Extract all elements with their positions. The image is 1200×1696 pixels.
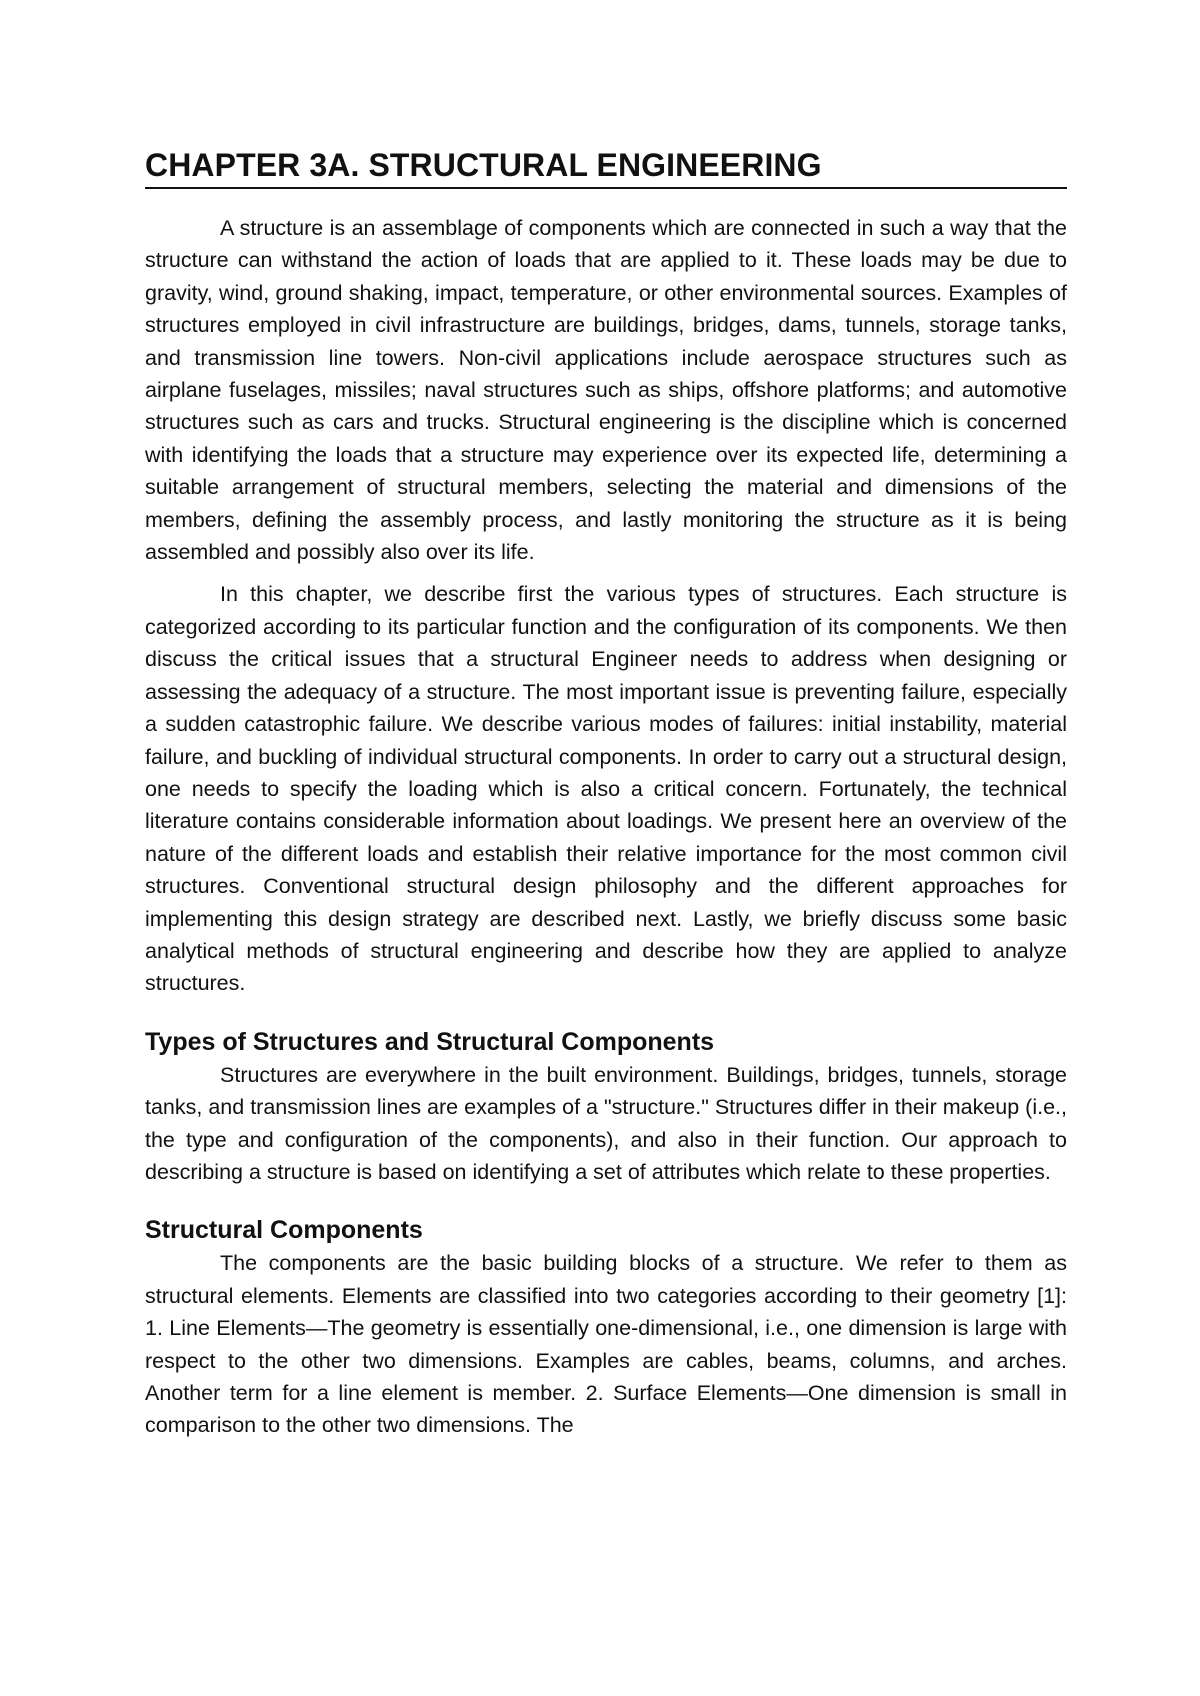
chapter-title: CHAPTER 3A. STRUCTURAL ENGINEERING — [145, 145, 1067, 189]
document-page — [145, 145, 1067, 1442]
section-paragraph-structural-components: The components are the basic building blocks of a structure. We refer to them as structural elements. Elements are classified into two categories according to their geometry [1]: 1. Line Elements—The geometry is essentially one-dimensional, i.e., one dimension is large with respect to the other two dimensions. Examples are cables, beams, columns, and arches. Another term for a line element is member. 2. Surface Elements—One dimension is small in comparison to the other two dimensions. The — [145, 1251, 1067, 1438]
intro-paragraph-2: In this chapter, we describe first the various types of structures. Each structure is categorized according to its particular function and the configuration of its components. We then discuss the critical issues that a structural Engineer needs to address when designing or assessing the adequacy of a structure. The most important issue is preventing failure, especially a sudden catastrophic failure. We describe various modes of failures: initial instability, material failure, and buckling of individual structural components. In order to carry out a structural design, one needs to specify the loading which is also a critical concern. Fortunately, the technical literature contains considerable information about loadings. We present here an overview of the nature of the different loads and establish their relative importance for the most common civil structures. Conventional structural design philosophy and the different approaches for implementing this design strategy are described next. Lastly, we briefly discuss some basic analytical methods of structural engineering and describe how they are applied to analyze structures. — [145, 582, 1067, 996]
section-paragraph-types-of-structures: Structures are everywhere in the built environment. Buildings, bridges, tunnels, storage tanks, and transmission lines are examples of a "structure." Structures differ in their makeup (i.e., the type and configuration of the components), and also in their function. Our approach to describing a structure is based on identifying a set of attributes which relate to these properties. — [145, 1062, 1067, 1184]
intro-paragraph-1: A structure is an assemblage of components which are connected in such a way that the structure can withstand the action of loads that are applied to it. These loads may be due to gravity, wind, ground shaking, impact, temperature, or other environmental sources. Examples of structures employed in civil infrastructure are buildings, bridges, dams, tunnels, storage tanks, and transmission line towers. Non-civil applications include aerospace structures such as airplane fuselages, missiles; naval structures such as ships, offshore platforms; and automotive structures such as cars and trucks. Structural engineering is the discipline which is concerned with identifying the loads that a structure may experience over its expected life, determining a suitable arrangement of structural members, selecting the material and dimensions of the members, defining the assembly process, and lastly monitoring the structure as it is being assembled and possibly also over its life. — [145, 216, 1067, 565]
section-heading-structural-components: Structural Components — [145, 1216, 423, 1245]
section-heading-types-of-structures: Types of Structures and Structural Components — [145, 1027, 715, 1056]
